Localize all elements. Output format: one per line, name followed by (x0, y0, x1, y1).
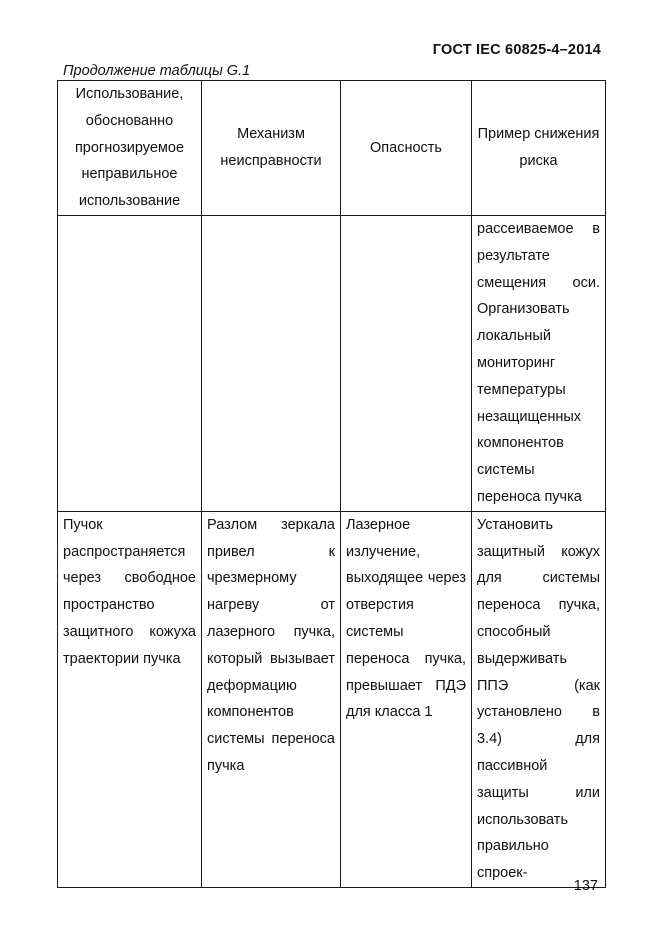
header-misuse: Использование, обоснованно прогнозируемое неправильное использование (58, 81, 202, 216)
document-code: ГОСТ IEC 60825-4–2014 (432, 42, 601, 58)
table-row (58, 511, 606, 887)
cell-risk-reduction: Установить защитный кожух для системы переноса пучка, способный выдерживать ППЭ (как установлено в 3.4) для пассивной защиты или использовать правильно спроек- (472, 511, 606, 887)
table-caption: Продолжение таблицы G.1 (63, 63, 251, 79)
cell-hazard (341, 215, 472, 511)
cell-misuse (58, 215, 202, 511)
header-risk-reduction: Пример снижения риска (472, 81, 606, 216)
table-row (58, 215, 606, 511)
table-header-row (58, 81, 606, 216)
header-hazard: Опасность (341, 81, 472, 216)
cell-hazard: Лазерное излучение, выходящее через отверстия системы переноса пучка, превышает ПДЭ для класса 1 (341, 511, 472, 887)
page-number: 137 (573, 878, 598, 894)
cell-risk-reduction: рассеиваемое в результате смещения оси. Организовать локальный мониторинг температуры незащищенных компонентов системы переноса пучка (472, 215, 606, 511)
cell-failure-mechanism: Разлом зеркала привел к чрезмерному нагреву от лазерного пучка, который вызывает деформацию компонентов системы переноса пучка (202, 511, 341, 887)
risk-table (57, 80, 606, 888)
header-failure-mechanism: Механизм неисправности (202, 81, 341, 216)
cell-misuse: Пучок распространяется через свободное пространство защитного кожуха траектории пучка (58, 511, 202, 887)
cell-failure-mechanism (202, 215, 341, 511)
